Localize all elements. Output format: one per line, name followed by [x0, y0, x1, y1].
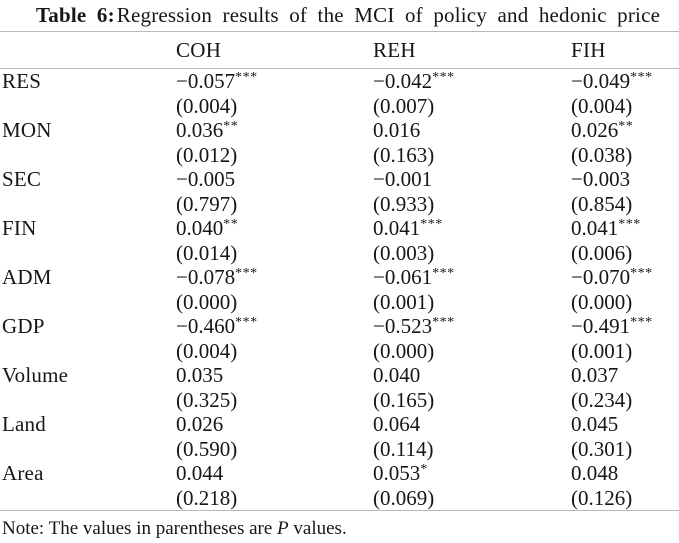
significance-stars: ** [618, 119, 634, 134]
row-variable-label: GDP [2, 314, 45, 338]
p-value: (0.165) [373, 387, 435, 412]
row-variable-label: RES [2, 69, 42, 93]
table-row [0, 265, 679, 314]
coefficient-value: 0.040 [176, 216, 224, 240]
coefficient-line [176, 216, 367, 241]
p-value: (0.003) [373, 240, 435, 265]
coefficient-value: 0.026 [176, 412, 224, 436]
table-cell-coh [170, 461, 367, 511]
p-value: (0.004) [176, 93, 238, 118]
coefficient-value: −0.460 [176, 314, 236, 338]
coefficient-line [176, 412, 367, 437]
table-cell-reh [367, 314, 565, 363]
row-variable-label: FIN [2, 216, 37, 240]
coefficient-value: 0.045 [571, 412, 619, 436]
table-cell-fih [565, 118, 679, 167]
row-variable-label: MON [2, 118, 52, 142]
coefficient-line [176, 118, 367, 143]
note-suffix: values. [288, 518, 347, 539]
coefficient-line [176, 167, 367, 192]
row-variable-label: Land [2, 412, 46, 436]
significance-stars: *** [432, 70, 455, 85]
p-value: (0.014) [176, 240, 238, 265]
coefficient-line [373, 363, 565, 388]
p-value: (0.000) [176, 289, 238, 314]
coefficient-value: −0.005 [176, 167, 236, 191]
coefficient-line [373, 118, 565, 143]
table-row [0, 118, 679, 167]
table-cell-fih [565, 412, 679, 461]
p-value: (0.325) [176, 387, 238, 412]
table-row [0, 167, 679, 216]
coefficient-value: 0.040 [373, 363, 421, 387]
p-value: (0.038) [571, 142, 633, 167]
table-row [0, 216, 679, 265]
significance-stars: *** [432, 266, 455, 281]
row-variable-label: ADM [2, 265, 52, 289]
significance-stars: *** [630, 315, 653, 330]
coefficient-line [373, 167, 565, 192]
significance-stars: *** [630, 266, 653, 281]
row-variable-label: SEC [2, 167, 42, 191]
coefficient-line [571, 265, 679, 290]
table-cell-reh [367, 363, 565, 412]
table-cell-coh [170, 118, 367, 167]
p-value: (0.301) [571, 436, 633, 461]
p-value: (0.001) [373, 289, 435, 314]
coefficient-line [373, 69, 565, 94]
table-cell-reh [367, 216, 565, 265]
coefficient-value: −0.491 [571, 314, 631, 338]
coefficient-value: 0.035 [176, 363, 224, 387]
table-cell-coh [170, 216, 367, 265]
row-variable-label: Volume [2, 363, 69, 387]
header-empty-cell [0, 32, 170, 69]
significance-stars: *** [235, 266, 258, 281]
significance-stars: *** [235, 70, 258, 85]
table-cell-reh [367, 118, 565, 167]
coefficient-value: −0.057 [176, 69, 236, 93]
coefficient-value: −0.042 [373, 69, 433, 93]
p-value: (0.590) [176, 436, 238, 461]
coefficient-line [571, 167, 679, 192]
coefficient-value: 0.048 [571, 461, 619, 485]
p-value: (0.126) [571, 485, 633, 510]
table-cell-coh [170, 363, 367, 412]
coefficient-value: −0.061 [373, 265, 433, 289]
table-note [0, 517, 679, 540]
coefficient-value: 0.041 [373, 216, 421, 240]
coefficient-value: 0.026 [571, 118, 619, 142]
significance-stars: ** [223, 119, 239, 134]
note-p-symbol: P [277, 518, 289, 539]
coefficient-value: −0.070 [571, 265, 631, 289]
coefficient-line [176, 363, 367, 388]
coefficient-line [571, 314, 679, 339]
coefficient-line [373, 265, 565, 290]
p-value: (0.114) [373, 436, 434, 461]
table-body [0, 69, 679, 511]
coefficient-value: 0.036 [176, 118, 224, 142]
coefficient-line [571, 216, 679, 241]
coefficient-line [571, 461, 679, 486]
coefficient-value: 0.041 [571, 216, 619, 240]
significance-stars: *** [235, 315, 258, 330]
coefficient-line [571, 363, 679, 388]
table-cell-fih [565, 216, 679, 265]
table-row [0, 412, 679, 461]
coefficient-line [373, 216, 565, 241]
table-cell-reh [367, 265, 565, 314]
p-value: (0.004) [571, 93, 633, 118]
table-cell-coh [170, 412, 367, 461]
table-row [0, 69, 679, 119]
coefficient-value: −0.049 [571, 69, 631, 93]
coefficient-value: −0.003 [571, 167, 631, 191]
table-row [0, 461, 679, 511]
table-cell-coh [170, 69, 367, 119]
significance-stars: *** [618, 217, 641, 232]
coefficient-line [373, 314, 565, 339]
table-cell-fih [565, 69, 679, 119]
p-value: (0.797) [176, 191, 238, 216]
table-title [0, 3, 679, 28]
significance-stars: *** [630, 70, 653, 85]
p-value: (0.854) [571, 191, 633, 216]
table-cell-reh [367, 167, 565, 216]
table-cell-fih [565, 314, 679, 363]
table-cell-reh [367, 461, 565, 511]
table-cell-coh [170, 314, 367, 363]
header-col-fih: FIH [565, 32, 679, 69]
coefficient-line [571, 412, 679, 437]
table-title-label: Table 6: [36, 3, 115, 27]
p-value: (0.234) [571, 387, 633, 412]
p-value: (0.012) [176, 142, 238, 167]
coefficient-line [176, 461, 367, 486]
significance-stars: *** [420, 217, 443, 232]
coefficient-line [571, 118, 679, 143]
coefficient-value: 0.044 [176, 461, 224, 485]
p-value: (0.004) [176, 338, 238, 363]
p-value: (0.006) [571, 240, 633, 265]
coefficient-line [571, 69, 679, 94]
header-col-reh: REH [367, 32, 565, 69]
coefficient-value: −0.078 [176, 265, 236, 289]
table-title-text: Regression results of the MCI of policy and hedonic price [116, 3, 661, 27]
table-cell-fih [565, 461, 679, 511]
p-value: (0.933) [373, 191, 435, 216]
coefficient-line [176, 314, 367, 339]
significance-stars: *** [432, 315, 455, 330]
table-cell-fih [565, 363, 679, 412]
table-cell-fih [565, 265, 679, 314]
table-cell-coh [170, 265, 367, 314]
regression-table [0, 31, 679, 511]
p-value: (0.000) [373, 338, 435, 363]
significance-stars: ** [223, 217, 239, 232]
coefficient-line [373, 412, 565, 437]
row-variable-label: Area [2, 461, 44, 485]
coefficient-line [176, 69, 367, 94]
coefficient-value: −0.523 [373, 314, 433, 338]
coefficient-value: −0.001 [373, 167, 433, 191]
coefficient-value: 0.016 [373, 118, 421, 142]
coefficient-line [176, 265, 367, 290]
table-cell-coh [170, 167, 367, 216]
p-value: (0.000) [571, 289, 633, 314]
note-prefix: Note: The values in parentheses are [2, 518, 278, 539]
p-value: (0.007) [373, 93, 435, 118]
table-row [0, 363, 679, 412]
table-cell-reh [367, 412, 565, 461]
coefficient-value: 0.064 [373, 412, 421, 436]
table-cell-fih [565, 167, 679, 216]
p-value: (0.069) [373, 485, 435, 510]
coefficient-line [373, 461, 565, 486]
significance-stars: * [420, 462, 428, 477]
header-col-coh: COH [170, 32, 367, 69]
p-value: (0.218) [176, 485, 238, 510]
table-header-row [0, 32, 679, 69]
coefficient-value: 0.053 [373, 461, 421, 485]
p-value: (0.001) [571, 338, 633, 363]
coefficient-value: 0.037 [571, 363, 619, 387]
table-row [0, 314, 679, 363]
p-value: (0.163) [373, 142, 435, 167]
table-cell-reh [367, 69, 565, 119]
